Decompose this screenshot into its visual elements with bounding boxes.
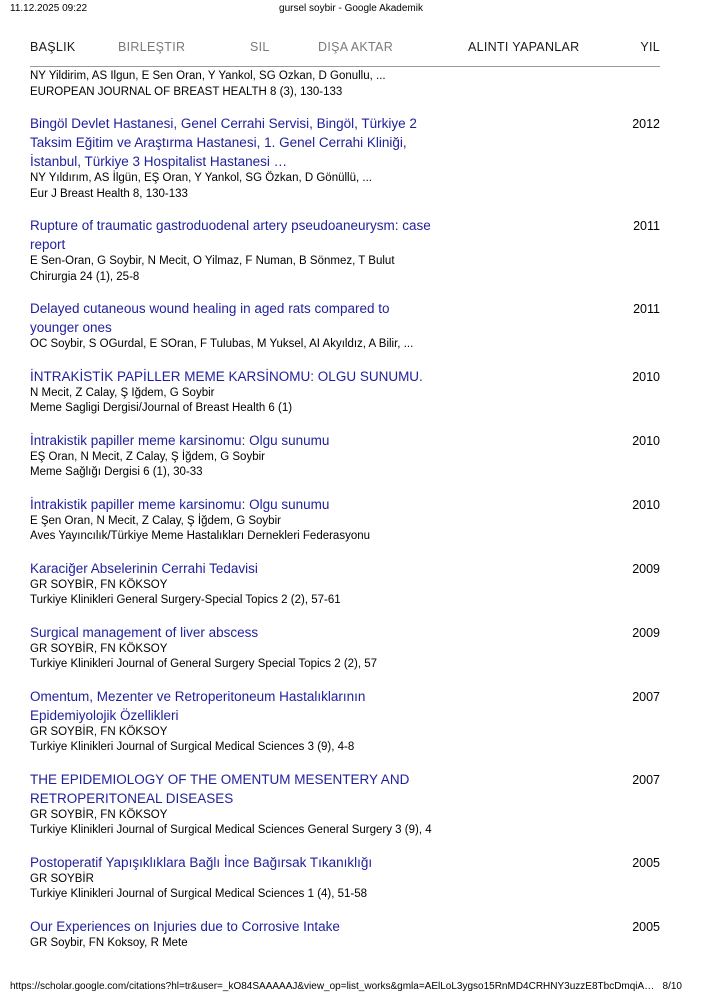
merge-button[interactable]: BIRLEŞTIR (118, 40, 186, 54)
publication-authors: GR Soybir, FN Koksoy, R Mete (30, 936, 188, 949)
publication-authors: GR SOYBİR (30, 872, 94, 885)
export-button[interactable]: DIŞA AKTAR (318, 40, 394, 54)
publication-venue: Meme Sagligi Dergisi/Journal of Breast Health 6 (1) (30, 402, 293, 414)
publication-row (30, 495, 660, 545)
publication-venue: Turkiye Klinikleri Journal of Surgical Medical Sciences 1 (4), 51-58 (30, 888, 368, 900)
publication-row (30, 69, 660, 100)
publication-title-link[interactable]: Our Experiences on Injuries due to Corrosive Intake (30, 918, 340, 934)
column-header-row (30, 36, 660, 67)
publication-title-link[interactable]: Karaciğer Abselerinin Cerrahi Tedavisi (30, 560, 258, 576)
publication-year: 2009 (632, 625, 660, 640)
publication-row (30, 770, 660, 839)
publication-row (30, 623, 660, 673)
publication-row (30, 853, 660, 903)
publication-row (30, 216, 660, 285)
publication-year: 2005 (632, 919, 660, 934)
publication-year: 2007 (632, 772, 660, 787)
publication-title-link[interactable]: Omentum, Mezenter ve Retroperitoneum Hastalıklarının Epidemiyolojik Özellikleri (30, 688, 366, 723)
print-datetime: 11.12.2025 09:22 (10, 3, 88, 14)
publication-year: 2009 (632, 561, 660, 576)
publication-title-link[interactable]: Surgical management of liver abscess (30, 624, 259, 640)
publication-year: 2012 (632, 117, 660, 131)
publication-row (30, 687, 660, 756)
publication-title-link[interactable]: İNTRAKİSTİK PAPİLLER MEME KARSİNOMU: OLGU SUNUMU. (30, 368, 423, 384)
print-page-number: 8/10 (662, 981, 682, 992)
publication-year (585, 69, 660, 70)
publication-row (30, 114, 660, 202)
print-page-title: gursel soybir - Google Akademik (279, 3, 423, 14)
publication-venue: Turkiye Klinikleri Journal of Surgical Medical Sciences 3 (9), 4-8 (30, 741, 355, 753)
publication-venue: EUROPEAN JOURNAL OF BREAST HEALTH 8 (3), 130-133 (30, 85, 343, 98)
column-cited-by-sort[interactable]: ALINTI YAPANLAR (468, 40, 580, 54)
publication-year: 2010 (632, 433, 660, 448)
publication-authors: NY Yıldırım, AS İlgün, EŞ Oran, Y Yankol, SG Özkan, D Gönüllü, ... (30, 172, 372, 184)
publication-row (30, 299, 660, 353)
publication-authors: GR SOYBİR, FN KÖKSOY (30, 642, 168, 655)
publication-venue: Turkiye Klinikleri Journal of General Surgery Special Topics 2 (2), 57 (30, 658, 378, 670)
publication-venue: Chirurgia 24 (1), 25-8 (30, 270, 140, 283)
publication-title-link[interactable]: Bingöl Devlet Hastanesi, Genel Cerrahi Servisi, Bingöl, Türkiye 2 Taksim Eğitim ve Araştırma Hastanesi, 1. Genel Cerrahi Kliniği, İstanbul, Türkiye 3 Hospitalist Hastanesi … (30, 116, 417, 169)
column-title-sort[interactable]: BAŞLIK (30, 40, 76, 54)
publication-venue: Meme Sağlığı Dergisi 6 (1), 30-33 (30, 466, 203, 478)
publication-row (30, 367, 660, 417)
publication-venue: Turkiye Klinikleri General Surgery-Special Topics 2 (2), 57-61 (30, 594, 341, 606)
publication-title-link[interactable]: Rupture of traumatic gastroduodenal artery pseudoaneurysm: case report (30, 218, 431, 252)
delete-button[interactable]: SIL (250, 40, 270, 54)
publication-authors: E Şen Oran, N Mecit, Z Calay, Ş İğdem, G Soybir (30, 514, 281, 527)
publication-row (30, 917, 660, 952)
publication-authors: GR SOYBİR, FN KÖKSOY (30, 808, 168, 821)
print-header (10, 3, 692, 17)
publication-venue: Turkiye Klinikleri Journal of Surgical Medical Sciences General Surgery 3 (9), 4 (30, 824, 432, 836)
publication-year: 2011 (633, 219, 660, 233)
publication-year: 2010 (632, 369, 660, 384)
publication-year: 2010 (632, 497, 660, 512)
publication-authors: N Mecit, Z Calay, Ş Iğdem, G Soybir (30, 386, 215, 399)
publication-authors: OC Soybir, S OGurdal, E SOran, F Tulubas, M Yuksel, AI Akyıldız, A Bilir, ... (30, 338, 414, 350)
publication-venue: Aves Yayıncılık/Türkiye Meme Hastalıkları Dernekleri Federasyonu (30, 530, 371, 542)
publication-title-link[interactable]: Postoperatif Yapışıklıklara Bağlı İnce Bağırsak Tıkanıklığı (30, 854, 373, 870)
publication-list (30, 69, 660, 965)
publication-row (30, 559, 660, 609)
print-footer (10, 981, 682, 994)
publication-venue: Eur J Breast Health 8, 130-133 (30, 187, 188, 200)
publication-authors: GR SOYBİR, FN KÖKSOY (30, 725, 168, 738)
publication-title-link[interactable]: THE EPIDEMIOLOGY OF THE OMENTUM MESENTERY AND RETROPERITONEAL DISEASES (30, 771, 410, 806)
publication-title-link[interactable]: İntrakistik papiller meme karsinomu: Olgu sunumu (30, 432, 330, 448)
publication-year: 2007 (632, 689, 660, 704)
publication-year: 2005 (632, 855, 660, 870)
print-footer-url: https://scholar.google.com/citations?hl=tr&user=_kO84SAAAAAJ&view_op=list_works&gmla=AElLoL3ygso15RnMD4CRHNY3uzzE8TbcDmqiA… (10, 981, 655, 992)
publication-row (30, 431, 660, 481)
publication-authors: E Sen-Oran, G Soybir, N Mecit, O Yilmaz, F Numan, B Sönmez, T Bulut (30, 255, 395, 267)
publication-title-link[interactable]: İntrakistik papiller meme karsinomu: Olgu sunumu (30, 496, 330, 512)
publication-title-link[interactable]: Delayed cutaneous wound healing in aged rats compared to younger ones (30, 301, 390, 335)
publication-authors: NY Yildirim, AS Ilgun, E Sen Oran, Y Yankol, SG Ozkan, D Gonullu, ... (30, 70, 386, 82)
publication-authors: EŞ Oran, N Mecit, Z Calay, Ş İğdem, G Soybir (30, 450, 265, 463)
publication-authors: GR SOYBİR, FN KÖKSOY (30, 578, 168, 591)
publication-year: 2011 (633, 302, 660, 316)
column-year-sort[interactable]: YIL (640, 40, 660, 54)
